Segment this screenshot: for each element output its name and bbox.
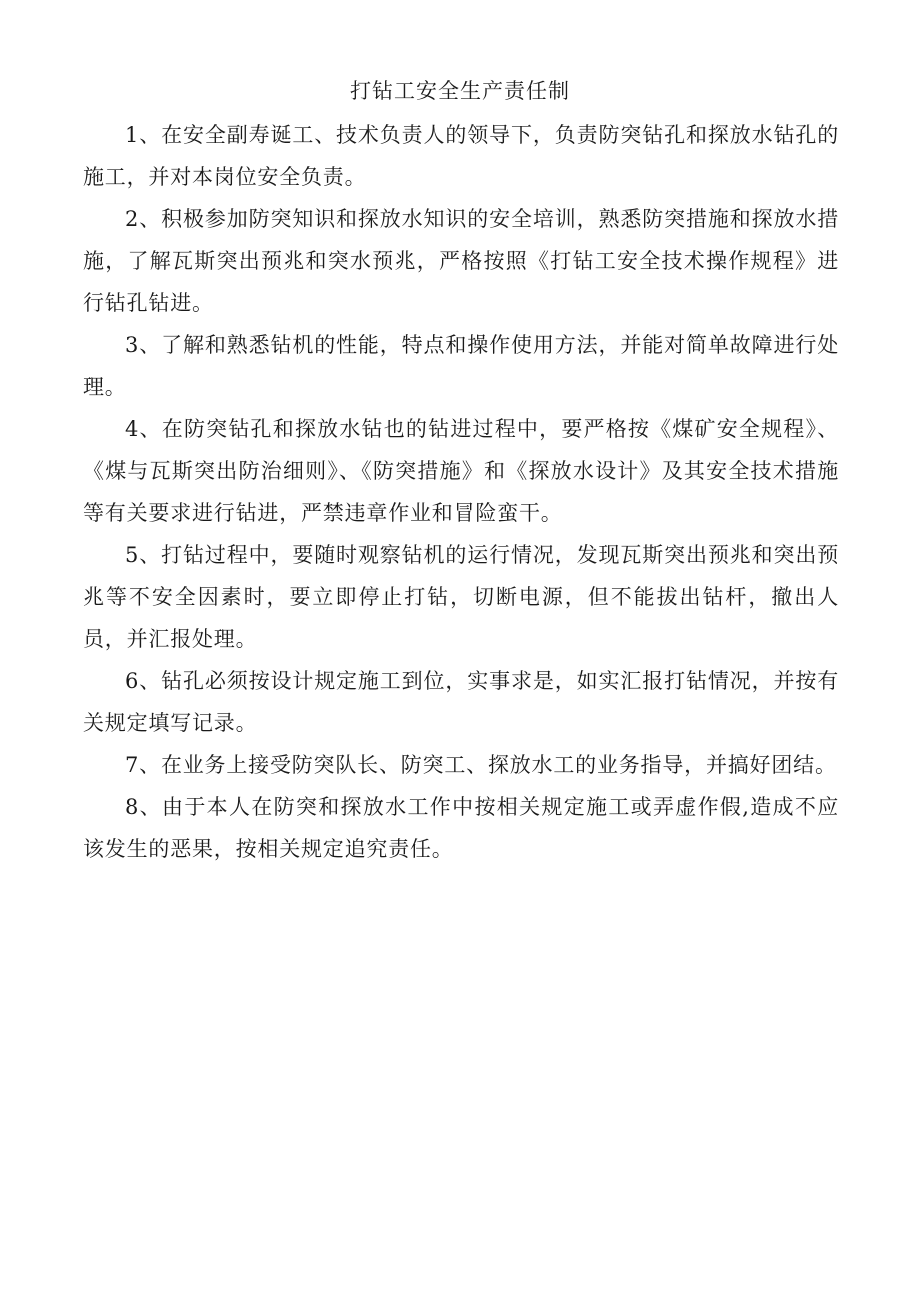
- paragraph-2: 2、积极参加防突知识和探放水知识的安全培训，熟悉防突措施和探放水措施，了解瓦斯突出预兆和突水预兆，严格按照《打钻工安全技术操作规程》进行钻孔钻进。: [83, 207, 839, 315]
- paragraph-4: 4、在防突钻孔和探放水钻也的钻进过程中，要严格按《煤矿安全规程》、《煤与瓦斯突出防治细则》、《防突措施》和《探放水设计》及其安全技术措施等有关要求进行钻进，严禁违章作业和冒险蛮干。: [83, 417, 839, 525]
- document-body: [83, 114, 839, 870]
- paragraph-8: 8、由于本人在防突和探放水工作中按相关规定施工或弄虚作假,造成不应该发生的恶果，按相关规定追究责任。: [83, 795, 839, 861]
- paragraph-6: 6、钻孔必须按设计规定施工到位，实事求是，如实汇报打钻情况，并按有关规定填写记录。: [83, 669, 839, 735]
- paragraph-5: 5、打钻过程中，要随时观察钻机的运行情况，发现瓦斯突出预兆和突出预兆等不安全因素时，要立即停止打钻，切断电源，但不能拔出钻杆，撤出人员，并汇报处理。: [83, 543, 839, 651]
- document-title: 打钻工安全生产责任制: [350, 79, 570, 103]
- paragraph-3: 3、了解和熟悉钻机的性能，特点和操作使用方法，并能对简单故障进行处理。: [83, 333, 839, 399]
- paragraph-7: 7、在业务上接受防突队长、防突工、探放水工的业务指导，并搞好团结。: [125, 753, 837, 777]
- paragraph-1: 1、在安全副寿诞工、技术负责人的领导下，负责防突钻孔和探放水钻孔的施工，并对本岗位安全负责。: [83, 123, 839, 189]
